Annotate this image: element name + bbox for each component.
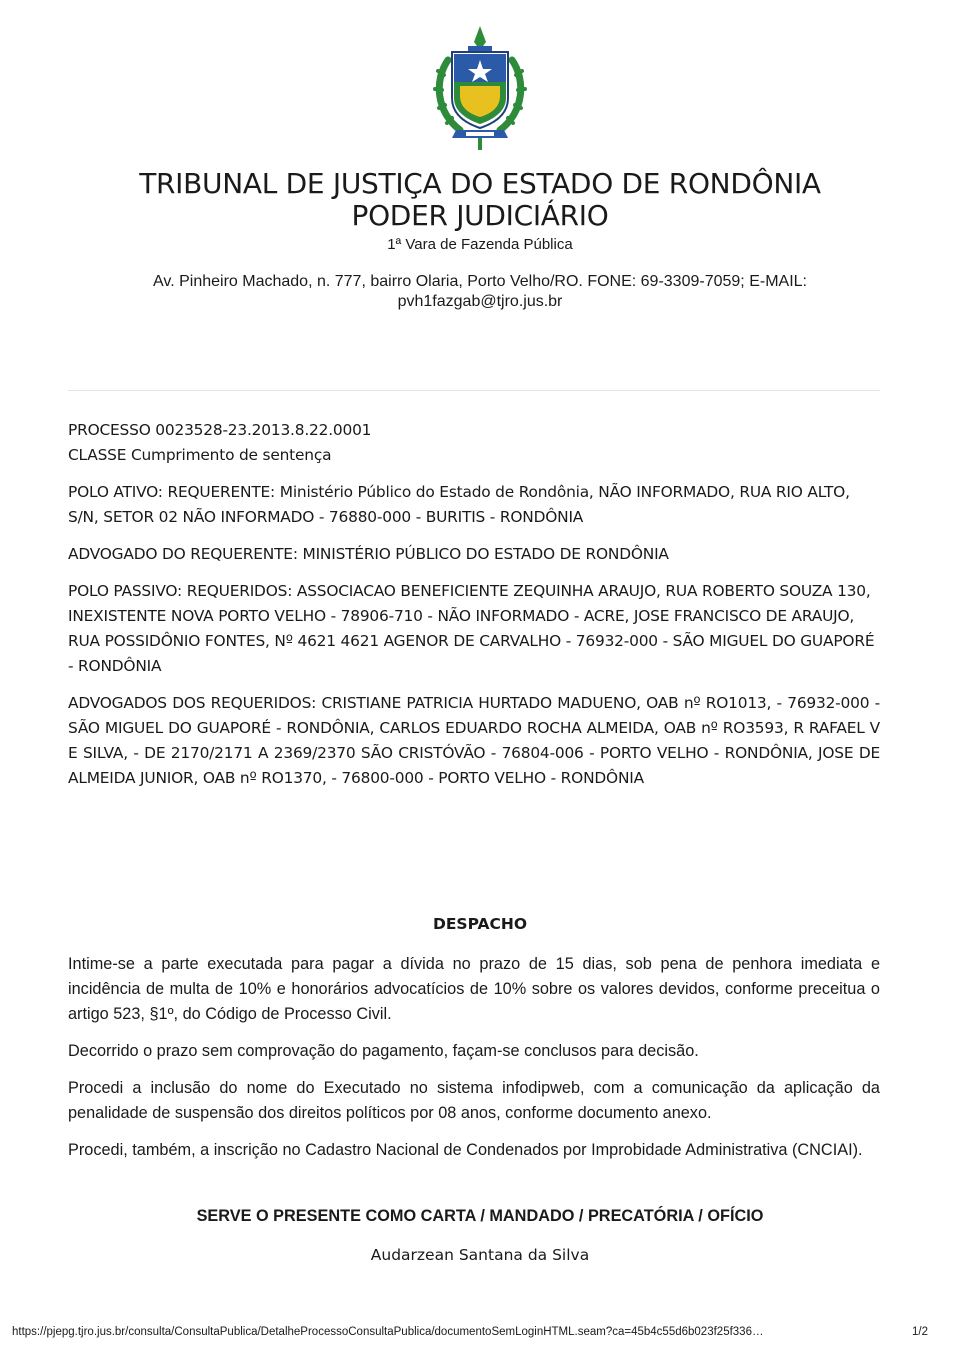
polo-passivo: POLO PASSIVO: REQUERIDOS: ASSOCIACAO BENEFICIENTE ZEQUINHA ARAUJO, RUA ROBERTO SOUZA 130, INEXISTENTE NOVA PORTO VELHO - 78906-710 - NÃO INFORMADO - ACRE, JOSE FRANCISCO DE ARAUJO, RUA POSSIDÔNIO FONTES, Nº 4621 4621 AGENOR DE CARVALHO - 76932-000 - SÃO MIGUEL DO GUAPORÉ - RONDÔNIA (68, 582, 875, 675)
despacho-body (68, 952, 880, 1175)
court-vara: 1ª Vara de Fazenda Pública (387, 236, 573, 253)
signature-name: Audarzean Santana da Silva (370, 1246, 590, 1264)
despacho-paragraph: Procedi a inclusão do nome do Executado no sistema infodipweb, com a comunicação da aplicação da penalidade de suspensão dos direitos políticos por 08 anos, conforme documento anexo. (68, 1079, 880, 1122)
despacho-paragraph: Decorrido o prazo sem comprovação do pagamento, façam-se conclusos para decisão. (68, 1042, 699, 1060)
address-line-1: Av. Pinheiro Machado, n. 777, bairro Olaria, Porto Velho/RO. FONE: 69-3309-7059; E-MAIL: (153, 273, 807, 290)
despacho-paragraph: Procedi, também, a inscrição no Cadastro Nacional de Condenados por Improbidade Administrativa (CNCIAI). (68, 1141, 863, 1159)
court-subtitle: PODER JUDICIÁRIO (351, 199, 609, 232)
page-number: 1/2 (912, 1326, 928, 1338)
process-classe: CLASSE Cumprimento de sentença (68, 446, 332, 464)
process-details (68, 418, 880, 803)
advogado-requerente: ADVOGADO DO REQUERENTE: MINISTÉRIO PÚBLICO DO ESTADO DE RONDÔNIA (68, 545, 669, 563)
process-number: PROCESSO 0023528-23.2013.8.22.0001 (68, 421, 372, 439)
address-email: pvh1fazgab@tjro.jus.br (397, 293, 563, 310)
despacho-paragraph: Intime-se a parte executada para pagar a dívida no prazo de 15 dias, sob pena de penhora imediata e incidência de multa de 10% e honorários advocatícios de 10% sobre os valores devidos, conforme preceitua o artigo 523, §1º, do Código de Processo Civil. (68, 955, 880, 1023)
court-address (100, 272, 860, 312)
coat-of-arms-emblem (430, 20, 530, 152)
advogados-requeridos: ADVOGADOS DOS REQUERIDOS: CRISTIANE PATRICIA HURTADO MADUENO, OAB nº RO1013, - 76932-000 - SÃO MIGUEL DO GUAPORÉ - RONDÔNIA, CARLOS EDUARDO ROCHA ALMEIDA, OAB nº RO3593, R RAFAEL V E SILVA, - DE 2170/2171 A 2369/2370 SÃO CRISTÓVÃO - 76804-006 - PORTO VELHO - RONDÔNIA, JOSE DE ALMEIDA JUNIOR, OAB nº RO1370, - 76800-000 - PORTO VELHO - RONDÔNIA (68, 694, 880, 787)
serve-statement: SERVE O PRESENTE COMO CARTA / MANDADO / PRECATÓRIA / OFÍCIO (196, 1207, 764, 1225)
header-divider (68, 390, 880, 391)
footer-url-link[interactable]: https://pjepg.tjro.jus.br/consulta/ConsultaPublica/DetalheProcessoConsultaPublica/documentoSemLoginHTML.seam?ca=45b4c55d6b023f25f336… (12, 1326, 764, 1338)
despacho-title: DESPACHO (432, 915, 528, 933)
court-title: TRIBUNAL DE JUSTIÇA DO ESTADO DE RONDÔNIA (139, 167, 821, 200)
polo-ativo: POLO ATIVO: REQUERENTE: Ministério Público do Estado de Rondônia, NÃO INFORMADO, RUA RIO ALTO, S/N, SETOR 02 NÃO INFORMADO - 76880-000 - BURITIS - RONDÔNIA (68, 483, 850, 526)
rondonia-coat-of-arms-icon (430, 20, 530, 152)
